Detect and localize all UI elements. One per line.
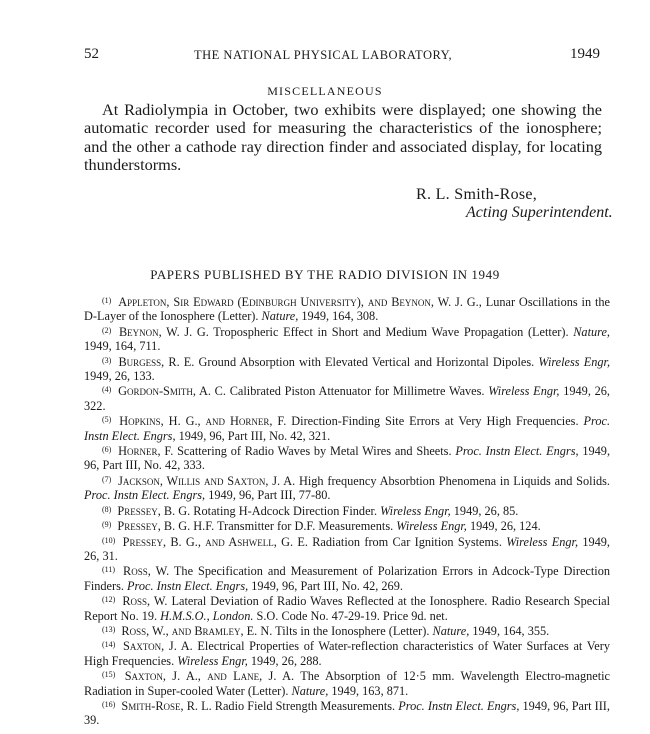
reference-item: [84, 324, 610, 354]
miscellaneous-paragraph: At Radiolympia in October, two exhibits were displayed; one showing the automatic recorder used for measuring the characteristics of the ionosphere; and the other a cathode ray direction finder and associated display, for locating thunderstorms.: [84, 100, 602, 174]
reference-number: (15): [102, 670, 116, 680]
reference-venue: Wireless Engr,: [506, 534, 579, 549]
reference-title: Radio Field Strength Measurements.: [214, 698, 396, 713]
reference-venue: Proc. Instn Elect. Engrs,: [398, 698, 520, 713]
reference-item: [84, 668, 610, 698]
reference-title: Tilts in the Ionosphere (Letter).: [275, 623, 430, 638]
reference-venue: Nature,: [573, 324, 611, 339]
reference-details: 1949, 96, Part III, No. 42, 321.: [178, 428, 331, 443]
reference-item: [84, 593, 610, 623]
signature-name: R. L. Smith-Rose,: [416, 186, 538, 203]
reference-venue: H.M.S.O., London.: [160, 608, 254, 623]
reference-venue: Nature,: [432, 623, 470, 638]
reference-details: 1949, 164, 308.: [301, 309, 379, 324]
reference-item: [84, 503, 610, 518]
reference-item: [84, 354, 610, 384]
reference-number: (16): [102, 699, 116, 709]
reference-venue: Proc. Instn Elect. Engrs,: [84, 488, 206, 503]
reference-venue: Wireless Engr,: [177, 653, 248, 668]
reference-number: (10): [102, 535, 116, 545]
reference-number: (2): [102, 325, 112, 335]
page-header: [84, 46, 600, 66]
reference-number: (11): [102, 565, 116, 575]
reference-number: (1): [102, 296, 112, 305]
reference-list: [84, 294, 610, 728]
reference-details: 1949, 96, Part III, 77-80.: [208, 488, 331, 503]
reference-number: (8): [102, 504, 112, 514]
reference-number: (9): [102, 520, 112, 530]
reference-venue: Wireless Engr,: [380, 503, 451, 518]
reference-title: Lateral Deviation of Radio Waves Reflected at the Ionosphere. Radio Research Special Report No. 19.: [84, 594, 611, 623]
reference-title: H.F. Transmitter for D.F. Measurements.: [193, 519, 394, 534]
reference-venue: Proc. Instn Elect. Engrs,: [455, 444, 579, 459]
reference-item: [84, 563, 610, 593]
reference-authors: Pressey, B. G.: [117, 503, 191, 518]
reference-venue: Wireless Engr,: [396, 519, 467, 534]
reference-authors: Ross, W.: [123, 564, 170, 579]
reference-details: 1949, 96, Part III, No. 42, 269.: [251, 578, 403, 593]
reference-authors: Appleton, Sir Edward (Edinburgh University), and Beynon, W. J. G.,: [118, 295, 482, 309]
miscellaneous-heading: MISCELLANEOUS: [267, 84, 383, 98]
reference-item: [84, 294, 610, 324]
reference-details: 1949, 26, 288.: [250, 653, 322, 668]
reference-item: [84, 443, 610, 473]
reference-title: Direction-Finding Site Errors at Very High Frequencies.: [291, 414, 579, 429]
reference-title: The Absorption of 12·5 mm. Wavelength Electro-magnetic Radiation in Super-cooled Water (Letter).: [84, 669, 611, 698]
reference-venue: Proc. Instn Elect. Engrs,: [84, 414, 611, 443]
reference-authors: Smith-Rose, R. L.: [121, 698, 212, 713]
running-year: 1949: [570, 46, 600, 62]
reference-title: Ground Absorption with Elevated Vertical and Horizontal Dipoles.: [198, 354, 535, 369]
reference-title: Lunar Oscillations in the D-Layer of the Ionosphere (Letter).: [84, 295, 611, 324]
reference-number: (14): [102, 640, 116, 650]
page-number: 52: [84, 46, 99, 62]
reference-item: [84, 473, 610, 503]
reference-authors: Saxton, J. A.: [123, 639, 193, 654]
reference-item: [84, 623, 610, 638]
signature-title: Acting Superintendent.: [466, 204, 613, 221]
reference-number: (6): [102, 445, 112, 455]
reference-authors: Gordon-Smith, A. C.: [118, 384, 226, 399]
reference-authors: Jackson, Willis and Saxton, J. A.: [118, 473, 296, 488]
reference-number: (4): [102, 385, 112, 395]
reference-venue: Nature,: [291, 683, 329, 698]
reference-details: 1949, 26, 322.: [84, 384, 610, 413]
reference-details: 1949, 26, 85.: [453, 503, 519, 518]
reference-venue: Nature,: [261, 309, 299, 324]
reference-authors: Beynon, W. J. G.: [118, 324, 209, 339]
reference-title: Rotating H-Adcock Direction Finder.: [193, 503, 378, 518]
reference-title: Electrical Properties of Water-reflection characteristics of Water Surfaces at Very High Frequencies.: [84, 639, 610, 668]
reference-authors: Ross, W.: [122, 594, 168, 609]
reference-authors: Ross, W., and Bramley, E. N.: [121, 623, 273, 638]
reference-venue: Wireless Engr,: [488, 384, 560, 399]
reference-number: (13): [102, 624, 116, 634]
reference-item: [84, 383, 610, 413]
running-title: THE NATIONAL PHYSICAL LABORATORY,: [194, 48, 453, 62]
reference-details: 1949, 26, 124.: [469, 519, 541, 534]
reference-authors: Horner, F.: [118, 444, 174, 459]
reference-title: Tropospheric Effect in Short and Medium Wave Propagation (Letter).: [213, 324, 569, 339]
reference-item: [84, 413, 610, 443]
reference-item: [84, 518, 610, 533]
reference-venue: Wireless Engr,: [538, 354, 611, 369]
reference-details: 1949, 164, 355.: [472, 623, 550, 638]
reference-title: High frequency Absorbtion Phenomena in Liquids and Solids.: [298, 473, 610, 488]
reference-venue: Proc. Instn Elect. Engrs,: [127, 578, 249, 593]
reference-number: (12): [102, 595, 116, 605]
reference-authors: Hopkins, H. G., and Horner, F.: [119, 414, 287, 429]
reference-details: 1949, 163, 871.: [331, 683, 409, 698]
reference-title: The Specification and Measurement of Polarization Errors in Adcock-Type Direction Finders.: [84, 564, 610, 593]
reference-number: (3): [102, 355, 112, 365]
reference-authors: Burgess, R. E.: [118, 354, 195, 369]
reference-details: 1949, 26, 133.: [84, 369, 155, 384]
reference-title: Radiation from Car Ignition Systems.: [312, 534, 502, 549]
reference-number: (7): [102, 474, 112, 484]
reference-authors: Pressey, B. G., and Ashwell, G. E.: [122, 534, 308, 549]
reference-details: 1949, 164, 711.: [84, 339, 161, 354]
reference-item: [84, 698, 610, 728]
reference-title: Scattering of Radio Waves by Metal Wires and Sheets.: [177, 444, 452, 459]
reference-title: Calibrated Piston Attenuator for Millimetre Waves.: [229, 384, 485, 399]
reference-details: S.O. Code No. 47-29-19. Price 9d. net.: [256, 608, 448, 623]
reference-details: 1949, 96, Part III, 39.: [84, 698, 610, 728]
reference-item: [84, 534, 610, 564]
reference-number: (5): [102, 415, 112, 425]
reference-authors: Pressey, B. G.: [117, 519, 191, 534]
reference-item: [84, 638, 610, 668]
reference-details: 1949, 26, 31.: [84, 534, 610, 563]
reference-authors: Saxton, J. A., and Lane, J. A.: [124, 669, 295, 684]
papers-heading: PAPERS PUBLISHED BY THE RADIO DIVISION IN 1949: [150, 267, 500, 282]
reference-details: 1949, 96, Part III, No. 42, 333.: [84, 444, 611, 473]
